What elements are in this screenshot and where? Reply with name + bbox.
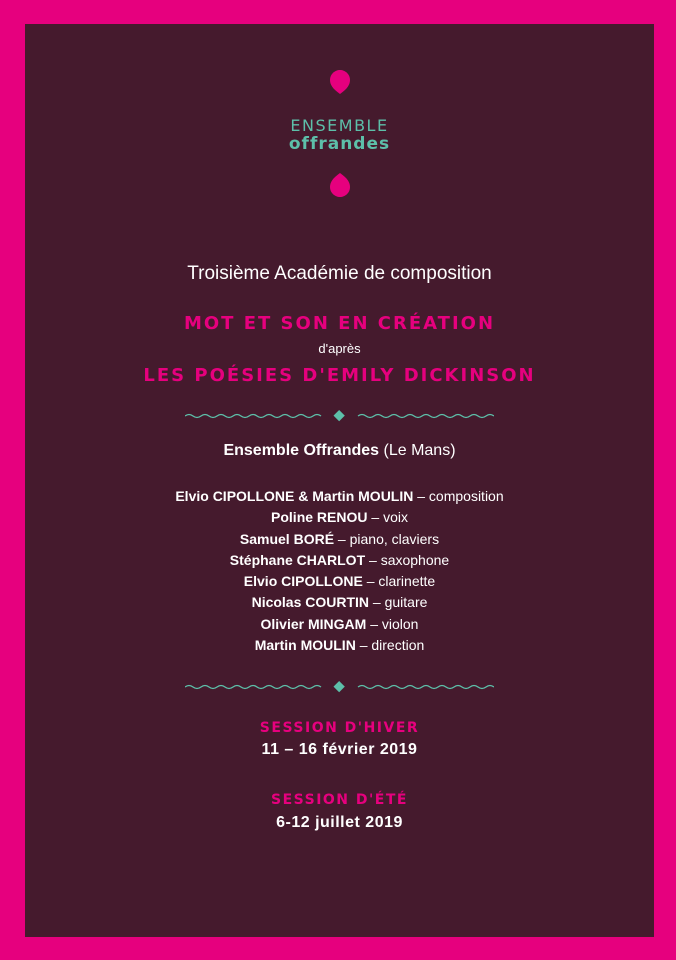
member-name: Samuel BORÉ	[239, 530, 335, 547]
page-title: MOT ET SON EN CRÉATION	[183, 313, 496, 334]
list-item	[25, 486, 654, 507]
member-role: – guitare	[369, 594, 428, 611]
ensemble-name: Ensemble Offrandes	[223, 442, 380, 459]
logo-offrandes-text: offrandes	[288, 134, 391, 154]
member-role: – clarinette	[362, 573, 436, 590]
page-title-secondary: LES POÉSIES D'EMILY DICKINSON	[143, 365, 536, 386]
diamond-icon	[333, 410, 344, 421]
page-subtitle: Troisième Académie de composition	[187, 263, 492, 284]
wave-divider	[185, 409, 494, 423]
member-name: Martin MOULIN	[254, 637, 356, 654]
diamond-icon	[333, 681, 344, 692]
title-connector: d'après	[318, 341, 361, 356]
member-role: – direction	[355, 637, 425, 654]
list-item	[25, 550, 654, 571]
member-role: – composition	[413, 488, 504, 504]
poster-panel	[25, 24, 654, 937]
member-role: – violon	[366, 615, 419, 632]
wave-divider	[185, 680, 494, 694]
members-list	[25, 486, 654, 656]
session-summer-label: SESSION D'ÉTÉ	[271, 792, 408, 808]
list-item	[25, 571, 654, 592]
drop-icon	[330, 173, 350, 197]
member-name: Elvio CIPOLLONE	[243, 573, 363, 590]
member-name: Nicolas COURTIN	[251, 594, 370, 611]
wave-left	[185, 415, 321, 418]
member-name: Stéphane CHARLOT	[229, 551, 366, 568]
logo-ensemble-text: ENSEMBLE	[290, 116, 389, 135]
list-item	[25, 507, 654, 528]
list-item	[25, 614, 654, 635]
member-role: – saxophone	[365, 551, 450, 568]
drop-icon	[330, 70, 350, 94]
member-role: – voix	[367, 509, 408, 526]
session-winter-label: SESSION D'HIVER	[259, 720, 420, 736]
member-name: Elvio CIPOLLONE & Martin MOULIN	[175, 488, 414, 504]
session-summer-dates: 6-12 juillet 2019	[276, 814, 403, 831]
ensemble-heading	[25, 442, 654, 460]
member-role: – piano, claviers	[334, 530, 440, 547]
wave-left	[185, 686, 321, 689]
member-name: Poline RENOU	[271, 509, 368, 526]
wave-right	[358, 686, 494, 689]
member-name: Olivier MINGAM	[260, 615, 367, 632]
session-winter-dates: 11 – 16 février 2019	[261, 741, 418, 758]
list-item	[25, 635, 654, 656]
ensemble-location: (Le Mans)	[379, 442, 456, 459]
list-item	[25, 529, 654, 550]
list-item	[25, 592, 654, 613]
wave-right	[358, 415, 494, 418]
